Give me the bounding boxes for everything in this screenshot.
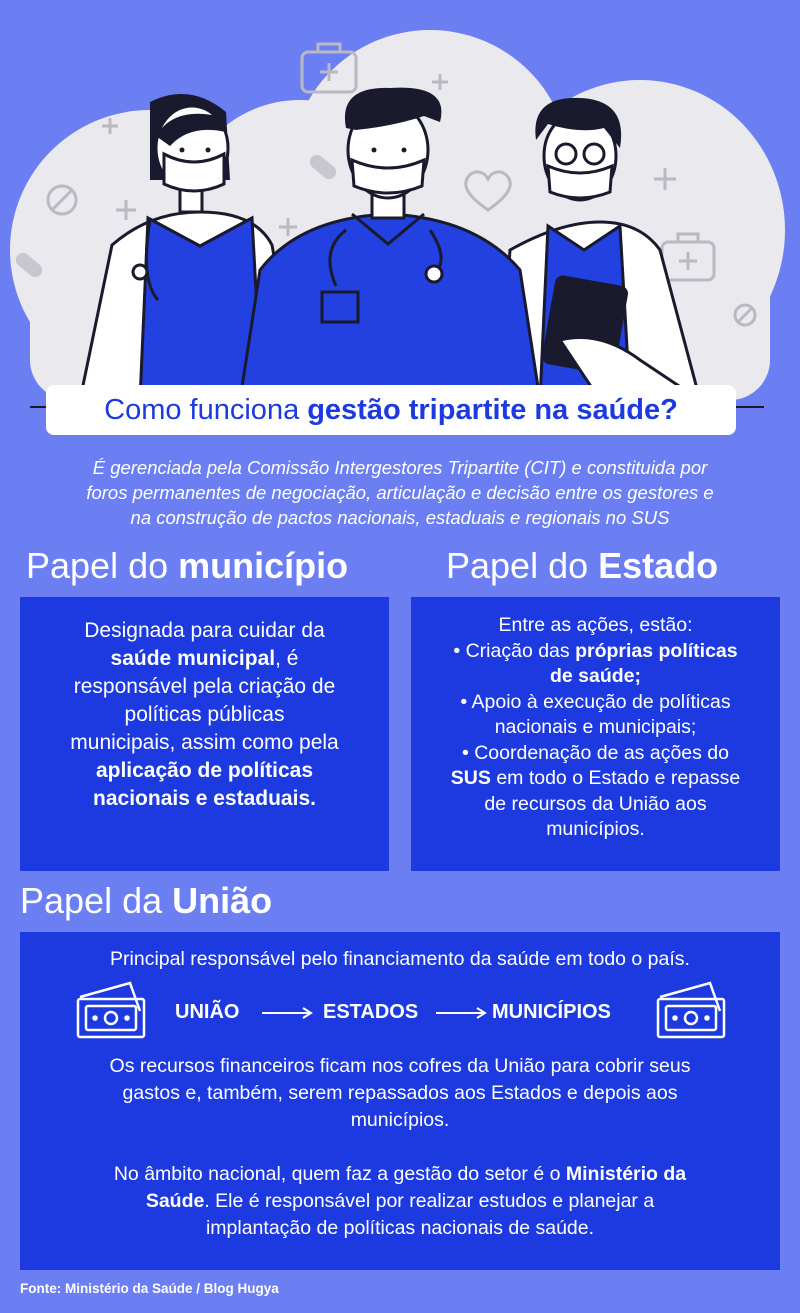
money-icon (78, 983, 144, 1037)
section-title-regular: Papel da (20, 880, 163, 921)
title-rule-right (732, 406, 764, 408)
card-line: gastos e, também, serem repassados aos Estados e depois aos (122, 1082, 678, 1104)
arrow-right-icon (262, 1008, 311, 1018)
section-title-regular: Papel do (26, 545, 169, 586)
card-municipio (20, 597, 389, 871)
section-title-regular: Papel do (446, 545, 589, 586)
section-title-estado (446, 545, 718, 587)
section-title-bold: União (172, 880, 273, 921)
card-line-regular: • Criação das (453, 639, 570, 662)
card-line: municípios. (546, 818, 645, 840)
card-line-bold: próprias políticas (575, 639, 738, 662)
card-line: nacionais e municipais; (494, 716, 697, 738)
card-line (20, 1188, 780, 1215)
card-line-after: , é (275, 647, 299, 670)
source-note: Fonte: Ministério da Saúde / Blog Hugya (20, 1281, 279, 1296)
card-line (411, 766, 780, 792)
card-line: • Coordenação de as ações do (461, 741, 729, 764)
paragraph-spacer (20, 1134, 780, 1161)
title-bold: gestão tripartite na saúde? (307, 393, 678, 426)
intro-line: É gerenciada pela Comissão Intergestores Tripartite (CIT) e constituida por (92, 457, 708, 478)
card-lead: Principal responsável pelo financiamento da saúde em todo o país. (110, 948, 690, 970)
section-title-bold: Estado (598, 545, 719, 586)
intro-line: na construção de pactos nacionais, estaduais e regionais no SUS (130, 507, 670, 528)
title-regular: Como funciona (104, 393, 300, 426)
card-line (20, 645, 389, 673)
card-line-bold: aplicação de políticas (95, 759, 314, 782)
card-line: municipais, assim como pela (70, 731, 339, 754)
intro-paragraph (20, 455, 780, 530)
card-line-bold: SUS (450, 767, 491, 789)
card-line: • Apoio à execução de políticas (460, 690, 731, 713)
card-line: Entre as ações, estão: (498, 614, 693, 636)
arrow-right-icon (436, 1008, 485, 1018)
money-icon (658, 983, 724, 1037)
card-line-bold: de saúde; (549, 665, 642, 687)
card-line-bold: Saúde (145, 1190, 205, 1212)
card-line: políticas públicas (124, 703, 285, 726)
card-line-regular: em todo o Estado e repasse (496, 767, 741, 789)
health-workers-illustration (0, 0, 800, 400)
card-line-bold: Ministério da (565, 1163, 687, 1185)
section-title-municipio (26, 545, 348, 587)
card-line (20, 1161, 780, 1188)
card-line (411, 639, 780, 665)
card-line-bold: nacionais e estaduais. (93, 787, 316, 810)
card-estado (411, 597, 780, 871)
intro-line: foros permanentes de negociação, articulação e decisão entre os gestores e (86, 482, 714, 503)
flow-label-municipios: MUNICÍPIOS (492, 1001, 611, 1023)
card-line (20, 757, 389, 785)
card-line (411, 664, 780, 690)
section-title-bold: município (178, 545, 349, 586)
card-line: responsável pela criação de (73, 675, 336, 698)
card-line: de recursos da União aos (484, 792, 707, 815)
page-title (46, 385, 736, 435)
card-line-bold: saúde municipal (110, 647, 276, 670)
section-title-uniao (20, 880, 272, 922)
card-line: implantação de políticas nacionais de saúde. (205, 1217, 595, 1239)
card-line: Designada para cuidar da (84, 619, 325, 642)
flow-label-estados: ESTADOS (323, 1001, 419, 1023)
card-line: Os recursos financeiros ficam nos cofres da União para cobrir seus (109, 1055, 691, 1077)
flow-label-uniao: UNIÃO (175, 1001, 240, 1023)
card-line (20, 785, 389, 813)
card-line-regular: No âmbito nacional, quem faz a gestão do setor é o (113, 1163, 561, 1185)
card-line: municípios. (350, 1109, 450, 1131)
card-line-regular: . Ele é responsável por realizar estudos e planejar a (204, 1190, 655, 1212)
